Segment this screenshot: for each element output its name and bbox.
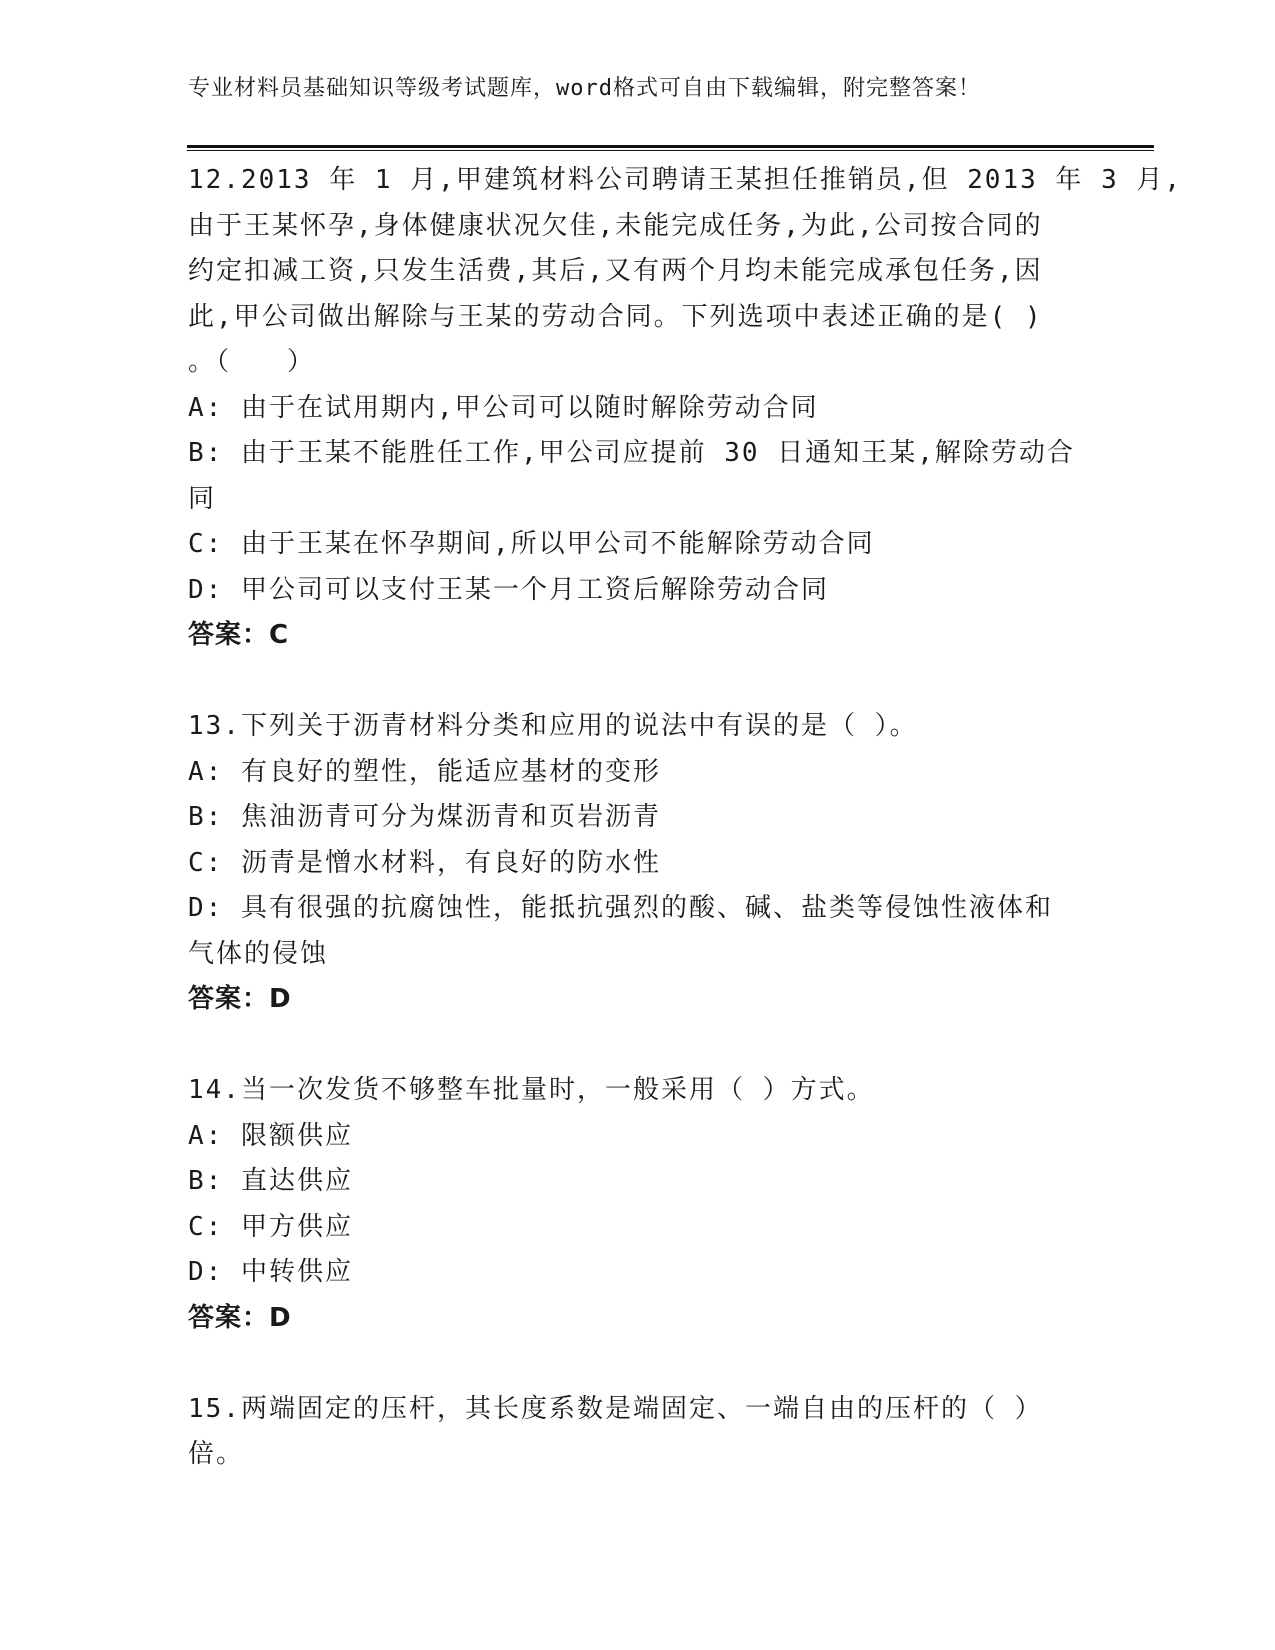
answer: 答案：D xyxy=(188,1302,292,1333)
page-header: 专业材料员基础知识等级考试题库，word格式可自由下载编辑，附完整答案！ xyxy=(188,76,981,101)
header-rule-thick xyxy=(187,145,1154,148)
option-b: B: 焦油沥青可分为煤沥青和页岩沥青 xyxy=(188,802,661,832)
option-c: C: 由于王某在怀孕期间,所以甲公司不能解除劳动合同 xyxy=(188,529,875,559)
option-c: C: 甲方供应 xyxy=(188,1211,353,1242)
option-b-continued: 同 xyxy=(188,483,217,514)
question-13 xyxy=(188,704,1088,1023)
question-stem-line: 约定扣减工资,只发生活费,其后,又有两个月均未能完成承包任务,因 xyxy=(188,256,1043,286)
option-b: B: 直达供应 xyxy=(188,1166,353,1196)
option-a: A: 限额供应 xyxy=(188,1120,353,1151)
question-12 xyxy=(188,158,1183,659)
option-d: D: 甲公司可以支付王某一个月工资后解除劳动合同 xyxy=(188,574,829,605)
question-stem-line: 此,甲公司做出解除与王某的劳动合同。下列选项中表述正确的是( ) xyxy=(188,301,1043,332)
spacer xyxy=(188,1341,1088,1387)
answer: 答案：C xyxy=(188,620,290,650)
option-a: A: 由于在试用期内,甲公司可以随时解除劳动合同 xyxy=(188,392,819,423)
option-d: D: 具有很强的抗腐蚀性，能抵抗强烈的酸、碱、盐类等侵蚀性液体和 xyxy=(188,893,1053,923)
question-stem-line: 倍。 xyxy=(188,1439,245,1469)
question-15 xyxy=(188,1387,1088,1478)
option-d: D: 中转供应 xyxy=(188,1257,353,1287)
option-b: B: 由于王某不能胜任工作,甲公司应提前 30 日通知王某,解除劳动合 xyxy=(188,438,1075,468)
question-14 xyxy=(188,1068,1088,1341)
question-stem-line: 13.下列关于沥青材料分类和应用的说法中有误的是（ ）。 xyxy=(188,711,918,741)
question-stem-line: 由于王某怀孕,身体健康状况欠佳,未能完成任务,为此,公司按合同的 xyxy=(188,210,1043,241)
option-d-continued: 气体的侵蚀 xyxy=(188,938,329,969)
spacer xyxy=(188,1023,1088,1069)
question-stem-line: 12.2013 年 1 月,甲建筑材料公司聘请王某担任推销员,但 2013 年 3 月, xyxy=(188,165,1183,195)
question-list xyxy=(188,158,1183,1478)
question-stem-line: 。（ ） xyxy=(188,347,316,377)
question-stem-line: 15.两端固定的压杆，其长度系数是端固定、一端自由的压杆的（ ） xyxy=(188,1393,1043,1424)
question-stem-line: 14.当一次发货不够整车批量时，一般采用（ ）方式。 xyxy=(188,1075,875,1105)
spacer xyxy=(188,659,1088,705)
header-rule-thin xyxy=(187,150,1154,151)
option-a: A: 有良好的塑性，能适应基材的变形 xyxy=(188,756,661,787)
option-c: C: 沥青是憎水材料，有良好的防水性 xyxy=(188,847,661,878)
answer: 答案：D xyxy=(188,984,292,1014)
